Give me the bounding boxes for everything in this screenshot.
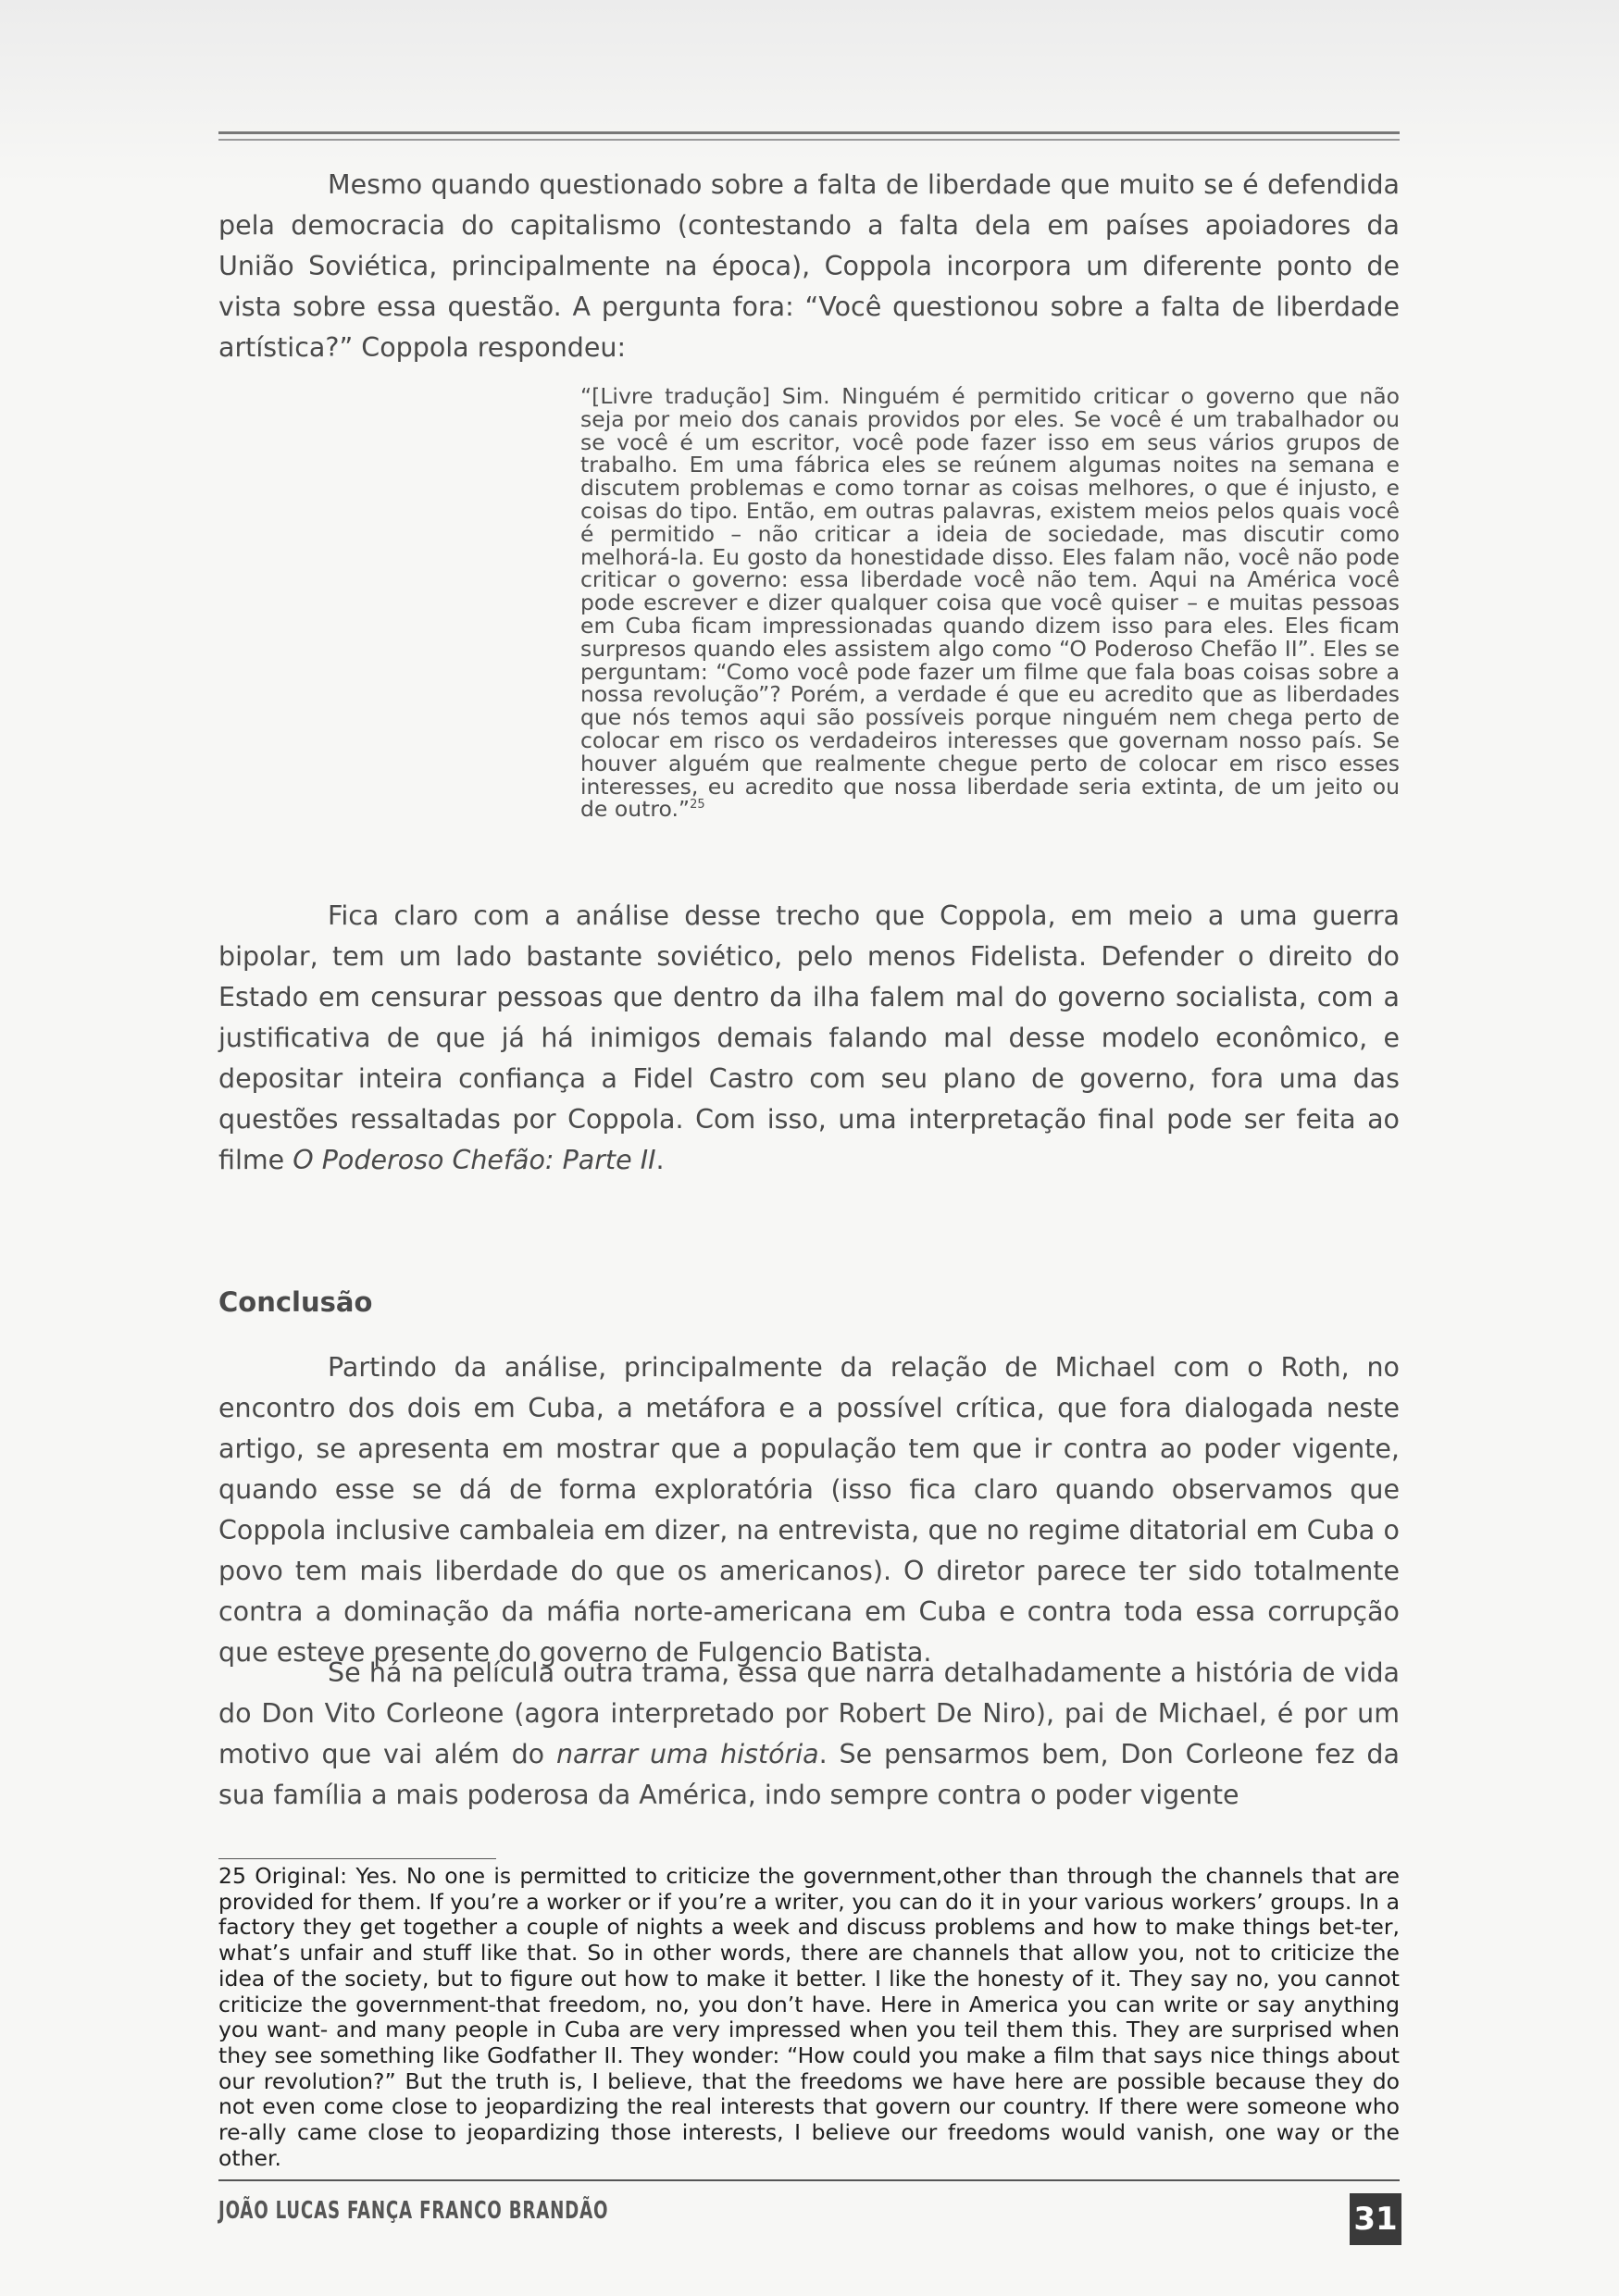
block-quote: [580, 385, 1400, 821]
italic-phrase: narrar uma história: [555, 1739, 819, 1769]
footnote-25: 25 Original: Yes. No one is permitted to criticize the government,other than through the channels that are provided for them. If you’re a worker or if you’re a writer, you can do it in your various workers’ groups. In a factory they get together a couple of nights a week and discuss problems and how to make things bet-ter, what’s unfair and stuff like that. So in other words, there are channels that allow you, not to criticize the idea of the society, but to figure out how to make it better. I like the honesty of it. They say no, you cannot criticize the government-that freedom, no, you don’t have. Here in America you can write or say anything you want- and many people in Cuba are very impressed when you teil them this. They are surprised when they see something like Godfather II. They wonder: “How could you make a film that says nice things about our revolution?” But the truth is, I believe, that the freedoms we have here are possible because they do not even come close to jeopardizing the real interests that govern our country. If there were someone who re-ally came close to jeopardizing those interests, I believe our freedoms would vanish, one way or the other.: [218, 1863, 1400, 2171]
body-paragraph-1: Mesmo quando questionado sobre a falta de liberdade que muito se é defendida pela democracia do capitalismo (contestando a falta dela em países apoiadores da União Soviética, principalmente na época), Coppola incorpora um diferente ponto de vista sobre essa questão. A pergunta fora: “Você questionou sobre a falta de liberdade artística?” Coppola respondeu:: [218, 169, 1400, 363]
film-title: O Poderoso Chefão: Parte II: [293, 1145, 656, 1175]
section-heading: Conclusão: [218, 1286, 373, 1318]
body-paragraph-2: Fica claro com a análise desse trecho que Coppola, em meio a uma guerra bipolar, tem um lado bastante soviético, pelo menos Fidelista. Defender o direito do Estado em censurar pessoas que dentro da ilha falem mal do governo socialista, com a justificativa de que já há inimigos demais falando mal desse modelo econômico, e depositar inteira confiança a Fidel Castro com seu plano de governo, fora uma das questões ressaltadas por Coppola. Com isso, uma interpretação final pode ser feita ao filme O Poderoso Chefão: Parte II.: [218, 900, 1400, 1175]
page-number-badge: 31: [1350, 2193, 1401, 2245]
body-paragraph-4: Se há na película outra trama, essa que narra detalhadamente a história de vida do Don Vito Corleone (agora interpretado por Robert De Niro), pai de Michael, é por um motivo que vai além do narrar uma história. Se pensarmos bem, Don Corleone fez da sua família a mais poderosa da América, indo sempre contra o poder vigente: [218, 1657, 1400, 1810]
footnote-reference[interactable]: 25: [690, 798, 705, 813]
header-double-rule: [218, 131, 1400, 141]
footer-author: JOÃO LUCAS FANÇA FRANCO BRANDÃO: [218, 2197, 609, 2225]
body-paragraph-3: Partindo da análise, principalmente da relação de Michael com o Roth, no encontro dos dois em Cuba, a metáfora e a possível crítica, que fora dialogada neste artigo, se apresenta em mostrar que a população tem que ir contra ao poder vigente, quando esse se dá de forma exploratória (isso fica claro quando observamos que Coppola inclusive cambaleia em dizer, na entrevista, que no regime ditatorial em Cuba o povo tem mais liberdade do que os americanos). O diretor parece ter sido totalmente contra a dominação da máfia norte-americana em Cuba e contra toda essa corrupção que esteve presente do governo de Fulgencio Batista.: [218, 1352, 1400, 1668]
footnote-separator: [218, 1858, 496, 1859]
footer-rule: [218, 2179, 1400, 2181]
block-quote-text: “[Livre tradução] Sim. Ninguém é permitido criticar o governo que não seja por meio dos canais providos por eles. Se você é um trabalhador ou se você é um escritor, você pode fazer isso em seus vários grupos de trabalho. Em uma fábrica eles se reúnem algumas noites na semana e discutem problemas e como tornar as coisas melhores, o que é injusto, e coisas do tipo. Então, em outras palavras, existem meios pelos quais você é permitido – não criticar a ideia de sociedade, mas discutir como melhorá-la. Eu gosto da honestidade disso. Eles falam não, você não pode criticar o governo: essa liberdade você não tem. Aqui na América você pode escrever e dizer qualquer coisa que você quiser – e muitas pessoas em Cuba ficam impressionadas quando dizem isso para eles. Eles ficam surpresos quando eles assistem algo como “O Poderoso Chefão II”. Eles se perguntam: “Como você pode fazer um filme que fala boas coisas sobre a nossa revolução”? Porém, a verdade é que eu acredito que as liberdades que nós temos aqui são possíveis porque ninguém nem chega perto de colocar em risco os verdadeiros interesses que governam nosso país. Se houver alguém que realmente chegue perto de colocar em risco esses interesses, eu acredito que nossa liberdade seria extinta, de um jeito ou de outro.”: [580, 383, 1400, 823]
